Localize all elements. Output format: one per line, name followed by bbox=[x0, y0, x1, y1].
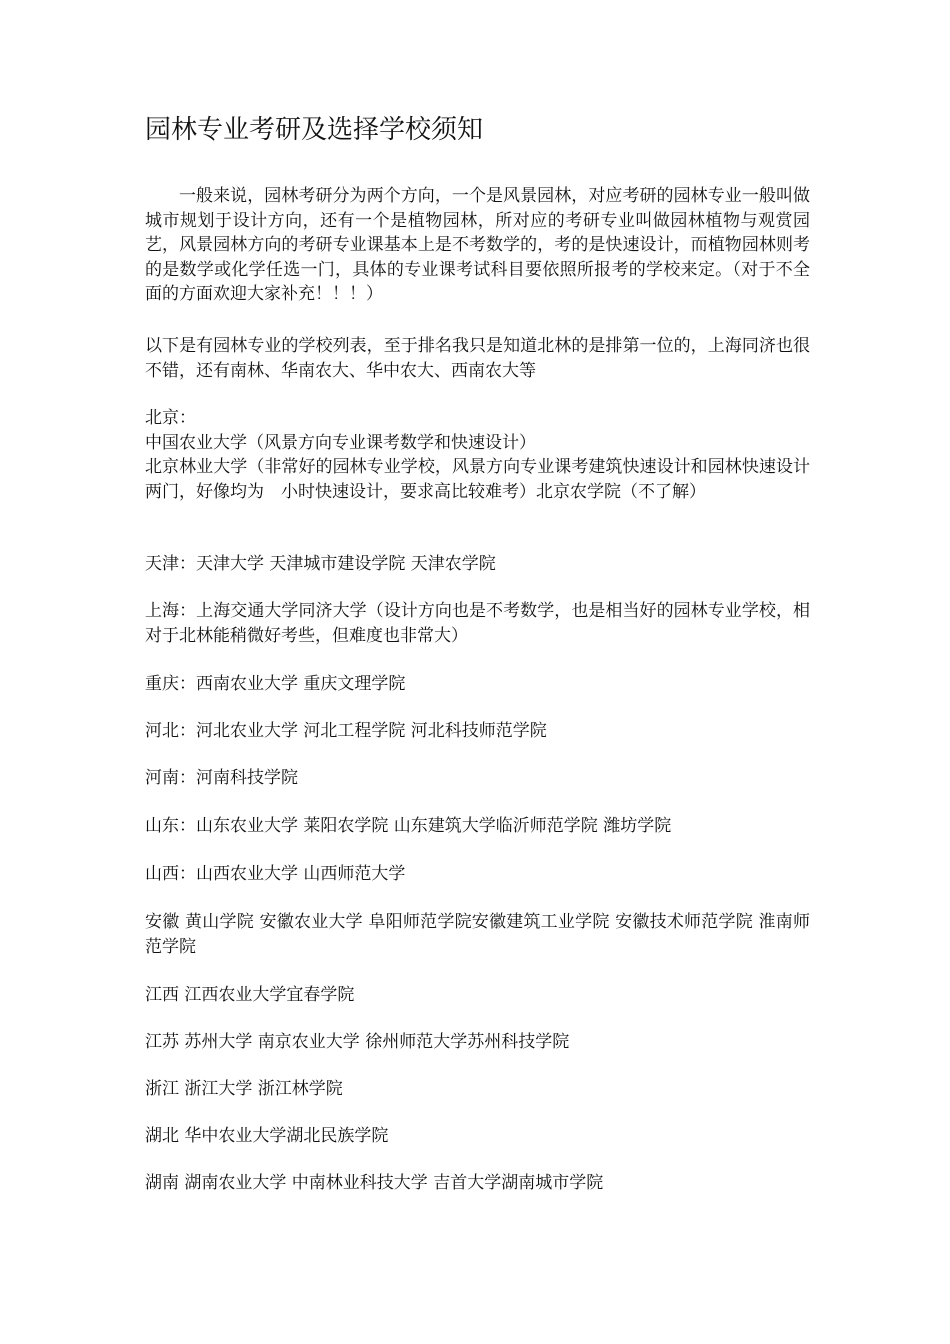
region-jiangxi: 江西 江西农业大学宜春学院 bbox=[145, 985, 355, 1005]
region-hubei: 湖北 华中农业大学湖北民族学院 bbox=[145, 1126, 389, 1146]
region-beijing-line-2: 北京林业大学（非常好的园林专业学校，风景方向专业课考建筑快速设计和园林快速设计两门，好像均为 小时快速设计，要求高比较难考）北京农学院（不了解） bbox=[145, 457, 810, 502]
region-shanghai: 上海：上海交通大学同济大学（设计方向也是不考数学，也是相当好的园林专业学校，相对于北林能稍微好考些，但难度也非常大） bbox=[145, 601, 810, 646]
region-jiangsu: 江苏 苏州大学 南京农业大学 徐州师范大学苏州科技学院 bbox=[145, 1032, 570, 1052]
intro-paragraph: 一般来说，园林考研分为两个方向，一个是风景园林，对应考研的园林专业一般叫做城市规划于设计方向，还有一个是植物园林，所对应的考研专业叫做园林植物与观赏园艺，风景园林方向的考研专业课基本上是不考数学的，考的是快速设计，而植物园林则考的是数学或化学任选一门，具体的专业课考试科目要依照所报考的学校来定。（对于不全面的方面欢迎大家补充！！！） bbox=[145, 186, 810, 304]
region-beijing-line-1: 中国农业大学（风景方向专业课考数学和快速设计） bbox=[145, 432, 536, 453]
document-title: 园林专业考研及选择学校须知 bbox=[145, 115, 484, 145]
region-zhejiang: 浙江 浙江大学 浙江林学院 bbox=[145, 1079, 343, 1099]
region-henan: 河南：河南科技学院 bbox=[145, 768, 298, 788]
region-shanxi: 山西：山西农业大学 山西师范大学 bbox=[145, 864, 406, 884]
region-anhui: 安徽 黄山学院 安徽农业大学 阜阳师范学院安徽建筑工业学院 安徽技术师范学院 淮南师范学院 bbox=[145, 912, 810, 957]
region-beijing-label: 北京： bbox=[145, 408, 196, 428]
region-hebei: 河北：河北农业大学 河北工程学院 河北科技师范学院 bbox=[145, 721, 547, 741]
region-beijing bbox=[145, 406, 810, 504]
school-list-intro: 以下是有园林专业的学校列表，至于排名我只是知道北林的是排第一位的，上海同济也很不错，还有南林、华南农大、华中农大、西南农大等 bbox=[145, 336, 810, 381]
region-chongqing: 重庆：西南农业大学 重庆文理学院 bbox=[145, 674, 406, 694]
region-shandong: 山东：山东农业大学 莱阳农学院 山东建筑大学临沂师范学院 潍坊学院 bbox=[145, 816, 672, 836]
region-tianjin: 天津：天津大学 天津城市建设学院 天津农学院 bbox=[145, 554, 496, 574]
region-hunan: 湖南 湖南农业大学 中南林业科技大学 吉首大学湖南城市学院 bbox=[145, 1173, 604, 1193]
